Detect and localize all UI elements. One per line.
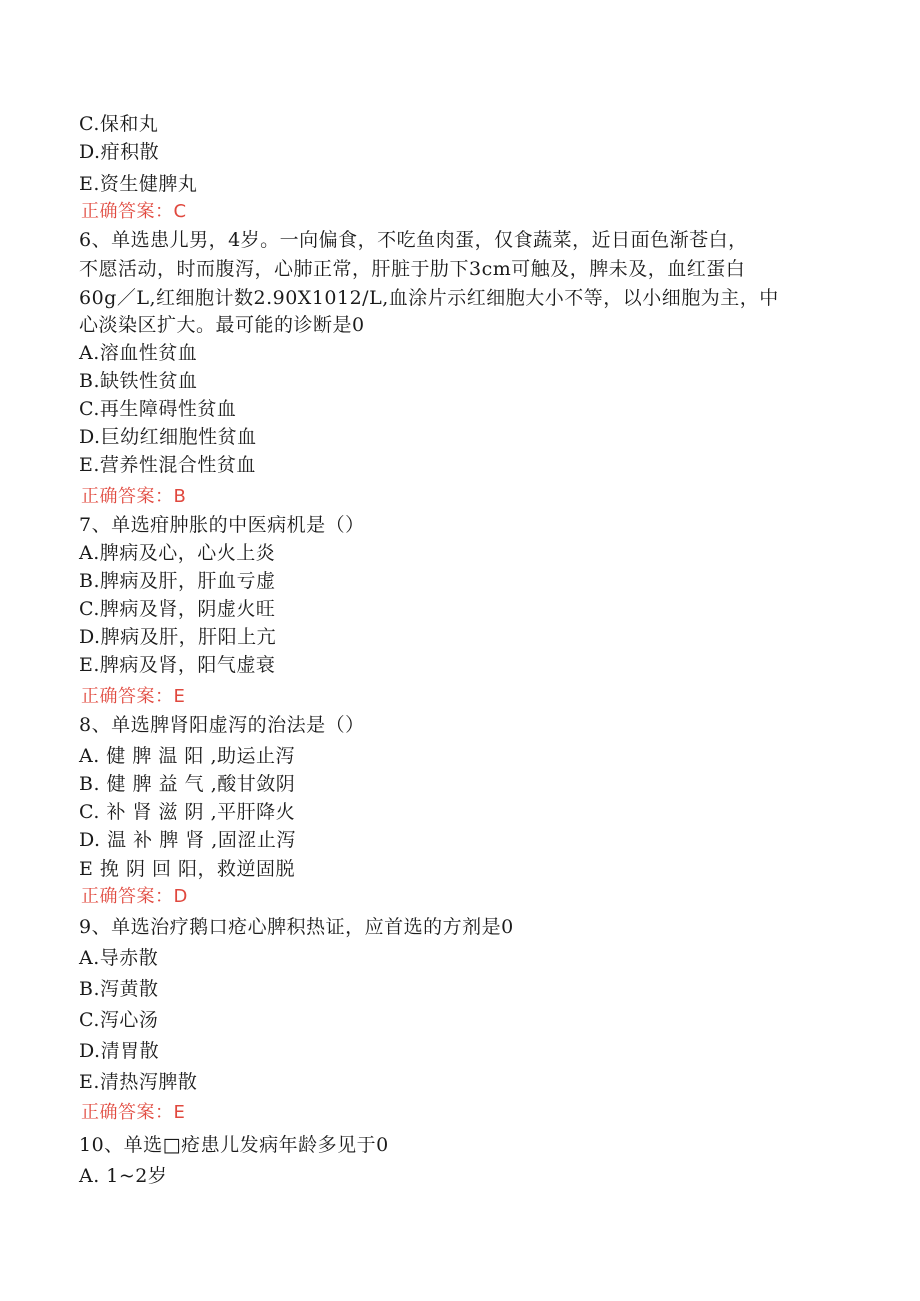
option-b-q6: B.缺铁性贫血 [79, 370, 198, 392]
answer-q7: 正确答案：E [81, 686, 186, 707]
option-e-q9: E.清热泻脾散 [79, 1071, 198, 1093]
option-a-q8: A. 健 脾 温 阳 ,助运止泻 [79, 745, 295, 767]
option-d-q5: D.疳积散 [79, 141, 160, 163]
option-c-q9: C.泻心汤 [79, 1009, 159, 1031]
option-b-q9: B.泻黄散 [79, 978, 159, 1000]
question-6-line-3: 60g／L,红细胞计数2.90X1012/L,血涂片示红细胞大小不等，以小细胞为主，中 [79, 287, 779, 309]
option-b-q7: B.脾病及肝，肝血亏虚 [79, 570, 276, 592]
question-7: 7、单选疳肿胀的中医病机是（） [79, 514, 365, 536]
option-c-q7: C.脾病及肾，阴虚火旺 [79, 598, 276, 620]
option-c-q5: C.保和丸 [79, 113, 159, 135]
answer-q5: 正确答案：C [81, 201, 187, 222]
option-d-q8: D. 温 补 脾 肾 ,固涩止泻 [79, 829, 296, 851]
option-e-q5: E.资生健脾丸 [79, 173, 198, 195]
question-9: 9、单选治疗鹅口疮心脾积热证，应首选的方剂是0 [79, 916, 514, 938]
question-10: 10、单选□疮患儿发病年龄多见于0 [79, 1134, 389, 1156]
option-d-q6: D.巨幼红细胞性贫血 [79, 426, 257, 448]
answer-q9: 正确答案：E [81, 1102, 186, 1123]
question-6-line-1: 6、单选患儿男，4岁。一向偏食，不吃鱼肉蛋，仅食蔬菜，近日面色渐苍白， [79, 229, 748, 251]
option-d-q7: D.脾病及肝，肝阳上亢 [79, 626, 277, 648]
question-6-line-4: 心淡染区扩大。最可能的诊断是0 [79, 314, 365, 336]
option-e-q6: E.营养性混合性贫血 [79, 454, 256, 476]
option-b-q8: B. 健 脾 益 气 ,酸甘敛阴 [79, 773, 296, 795]
option-d-q9: D.清胃散 [79, 1040, 160, 1062]
question-8: 8、单选脾肾阳虚泻的治法是（） [79, 714, 365, 736]
option-a-q9: A.导赤散 [79, 947, 159, 969]
option-e-q8: E 挽 阴 回 阳，救逆固脱 [79, 858, 296, 880]
option-a-q10: A. 1~2岁 [79, 1165, 168, 1187]
option-a-q7: A.脾病及心，心火上炎 [79, 542, 276, 564]
option-e-q7: E.脾病及肾，阳气虚衰 [79, 654, 276, 676]
option-a-q6: A.溶血性贫血 [79, 342, 198, 364]
answer-q6: 正确答案：B [81, 486, 187, 507]
question-6-line-2: 不愿活动，时而腹泻，心肺正常，肝脏于肋下3cm可触及，脾未及，血红蛋白 [79, 258, 746, 280]
option-c-q8: C. 补 肾 滋 阴 ,平肝降火 [79, 801, 296, 823]
answer-q8: 正确答案：D [81, 886, 188, 907]
option-c-q6: C.再生障碍性贫血 [79, 398, 237, 420]
